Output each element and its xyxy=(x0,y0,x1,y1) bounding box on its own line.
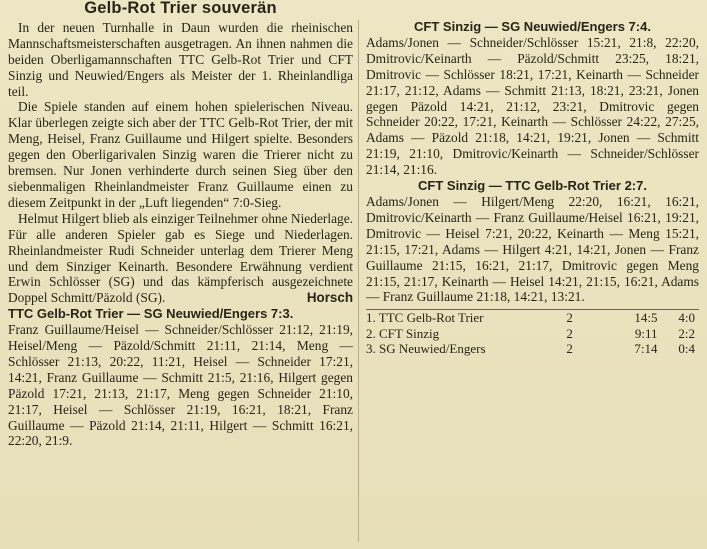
team-name: 1. TTC Gelb-Rot Trier xyxy=(366,310,484,326)
match-score: 7:14 xyxy=(634,341,658,357)
match-score: 14:5 xyxy=(634,310,658,326)
author-name: Horsch xyxy=(306,290,353,306)
points: 2:2 xyxy=(678,325,695,341)
table-row xyxy=(366,326,699,342)
article-paragraph: Die Spiele standen auf einem hohen spielerischen Niveau. Klar überlegen zeigte sich aber der TTC Gelb-Rot Trier, der mit Meng, Heisel, Franz Guillaume und Hilgert spielte. Besonders gegen den Oberligarivalen Sinzig waren die Trierer nicht zu bremsen. Nur Jonen verhinderte durch seinen Sieg über den siebenmaligen Rheinlandmeister Franz Guillaume einen zu diesem Zeitpunkt in der „Luft liegenden“ 7:0-Sieg. xyxy=(8,99,353,210)
column-divider xyxy=(358,20,359,542)
match-results: Adams/Jonen — Schneider/Schlösser 15:21, 21:8, 22:20, Dmitrovic/Keinarth — Päzold/Schmitt 23:25, 18:21, Dmitrovic — Schlösser 18:21, 17:21, Keinarth — Schneider 21:17, 21:12, Adams — Schmitt 21:13, 18:21, 23:21, Jonen gegen Päzold 14:21, 21:12, 23:21, Dmitrovic gegen Schneider 20:22, 17:21, Keinarth — Schlösser 24:22, 27:25, Adams — Päzold 21:18, 14:21, 19:21, Jonen — Schmitt 21:19, 21:10, Dmitrovic/Keinarth — Schneider/Schlösser 21:14, 21:16. xyxy=(366,34,699,178)
match-results: Franz Guillaume/Heisel — Schneider/Schlösser 21:12, 21:19, Heisel/Meng — Päzold/Schmitt 21:11, 21:14, Meng — Schlösser 21:13, 20:22, 11:21, Heisel — Schneider 17:21, 14:21, Franz Guillaume — Schmitt 21:5, 21:16, Hilgert gegen Päzold 17:21, 21:13, 21:17, Meng gegen Schneider 21:10, 21:17, Heisel — Schlösser 21:19, 16:21, 18:21, Franz Guillaume — Päzold 21:14, 21:11, Hilgert — Schmitt 16:21, 22:20, 21:9. xyxy=(8,322,353,449)
match-heading: TTC Gelb-Rot Trier — SG Neuwied/Engers 7:3. xyxy=(8,306,294,322)
standings-table xyxy=(366,309,699,357)
points: 0:4 xyxy=(678,341,695,357)
games-played: 2 xyxy=(566,341,573,357)
article-paragraph: In der neuen Turnhalle in Daun wurden die rheinischen Mannschaftsmeisterschaften ausgetragen. An ihnen nahmen die beiden Oberligamannschaften TTC Gelb-Rot Trier und CFT Sinzig und Neuwied/Engers als Meister der 1. Rheinlandliga teil. xyxy=(8,19,353,99)
games-played: 2 xyxy=(566,310,573,326)
games-played: 2 xyxy=(566,325,573,341)
team-name: 2. CFT Sinzig xyxy=(366,325,440,341)
left-column xyxy=(8,0,353,449)
match-heading: CFT Sinzig — SG Neuwied/Engers 7:4. xyxy=(414,19,651,34)
table-row xyxy=(366,310,699,326)
points: 4:0 xyxy=(678,310,695,326)
table-row xyxy=(366,341,699,357)
article-paragraph xyxy=(8,211,353,306)
team-name: 3. SG Neuwied/Engers xyxy=(366,341,486,357)
article-paragraph-text: Helmut Hilgert blieb als einziger Teilnehmer ohne Niederlage. Für alle anderen Spieler gab es Siege und Niederlagen. Rheinlandmeister Rudi Schneider unterlag dem Trierer Meng und dem Sinziger Keinarth. Besondere Erwähnung verdient Erwin Schlösser (SG) und das kämpferisch ausgezeichnete Doppel Schmitt/Päzold (SG). xyxy=(8,210,353,306)
match-heading: CFT Sinzig — TTC Gelb-Rot Trier 2:7. xyxy=(418,178,647,194)
match-results: Adams/Jonen — Hilgert/Meng 22:20, 16:21, 16:21, Dmitrovic/Keinarth — Franz Guillaume/Heisel 16:21, 19:21, Dmitrovic — Heisel 7:21, 20:22, Keinarth — Meng 15:21, 21:15, 17:21, Adams — Hilgert 4:21, 14:21, Jonen — Franz Guillaume 21:15, 16:21, 21:17, Dmitrovic gegen Meng 21:15, 21:17, Keinarth — Heisel 14:21, 21:15, 16:21, Adams — Franz Guillaume 21:18, 14:21, 13:21. xyxy=(366,193,699,305)
match-score: 9:11 xyxy=(634,325,658,341)
headline: Gelb-Rot Trier souverän xyxy=(84,0,277,17)
right-column xyxy=(366,19,699,357)
